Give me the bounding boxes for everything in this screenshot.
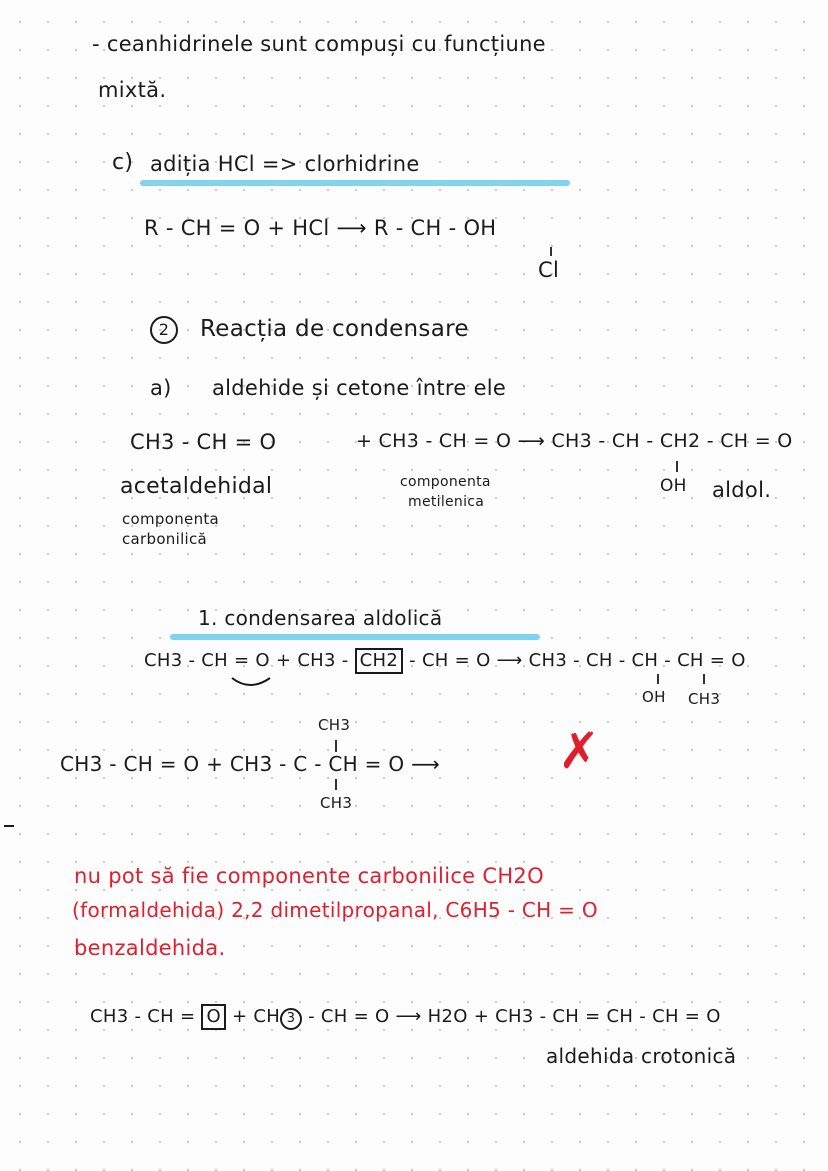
oxygen-box: O [201,1004,225,1030]
aldol-eq-right: - CH = O ⟶ CH3 - CH - CH - CH = O [409,650,746,671]
note-line-2: (formaldehida) 2,2 dimetilpropanal, C6H5 - CH = O [72,898,598,922]
crotonic-name: aldehida crotonică [546,1044,737,1068]
section-c-label: c) [112,150,134,175]
reactant-1: CH3 - CH = O [130,430,277,454]
section-c-title: adiția HCl => clorhidrine [150,152,420,176]
quaternary-top-ch3: CH3 [318,716,351,734]
section-2-number [150,316,178,344]
aldol-oh: OH [642,688,666,706]
reactant-2-and-product: + CH3 - CH = O ⟶ CH3 - CH - CH2 - CH = O [356,430,793,452]
reactant-2-role-1: componenta [400,474,491,490]
carbonyl-underline [232,678,270,685]
section-2-sub-label: a) [150,376,172,400]
no-reaction-equation: CH3 - CH = O + CH3 - C - CH = O ⟶ [60,752,441,776]
reactant-2-role-2: metilenica [408,494,485,510]
note-line-1: nu pot să fie componente carbonilice CH2O [74,864,544,888]
section-c-substituent: Cl [538,258,560,282]
quaternary-bottom-ch3: CH3 [320,794,353,812]
crotonic-left: CH3 - CH = [90,1006,196,1027]
crotonic-equation [90,1004,721,1030]
no-reaction-x-mark: ✗ [558,722,601,780]
aldol-ch3: CH3 [688,690,721,708]
section-2-sub-title: aldehide și cetone între ele [212,376,507,400]
intro-line-2: mixtă. [98,78,167,102]
product-oh: OH [660,476,687,496]
section-2-title: Reacția de condensare [200,316,469,342]
section-2-number-circle: 2 [150,316,178,344]
h3-circle: 3 [280,1008,302,1030]
reactant-1-name: acetaldehidal [120,474,273,499]
intro-line-1: - ceanhidrinele sunt compuși cu funcțiune [92,32,546,56]
reactant-1-role-1: componenta [122,510,220,528]
aldol-title: 1. condensarea aldolică [198,606,443,630]
section-c-reaction: R - CH = O + HCl ⟶ R - CH - OH [144,216,497,240]
reactant-1-role-2: carbonilică [122,530,208,548]
product-name: aldol. [712,478,772,502]
aldol-eq-left: CH3 - CH = O + CH3 - [144,650,349,671]
methylene-box: CH2 [355,648,403,674]
aldol-equation [144,648,746,674]
crotonic-right: - CH = O ⟶ H2O + CH3 - CH = CH - CH = O [308,1006,721,1027]
note-line-3: benzaldehida. [74,936,226,960]
crotonic-mid: + CH [231,1006,281,1027]
